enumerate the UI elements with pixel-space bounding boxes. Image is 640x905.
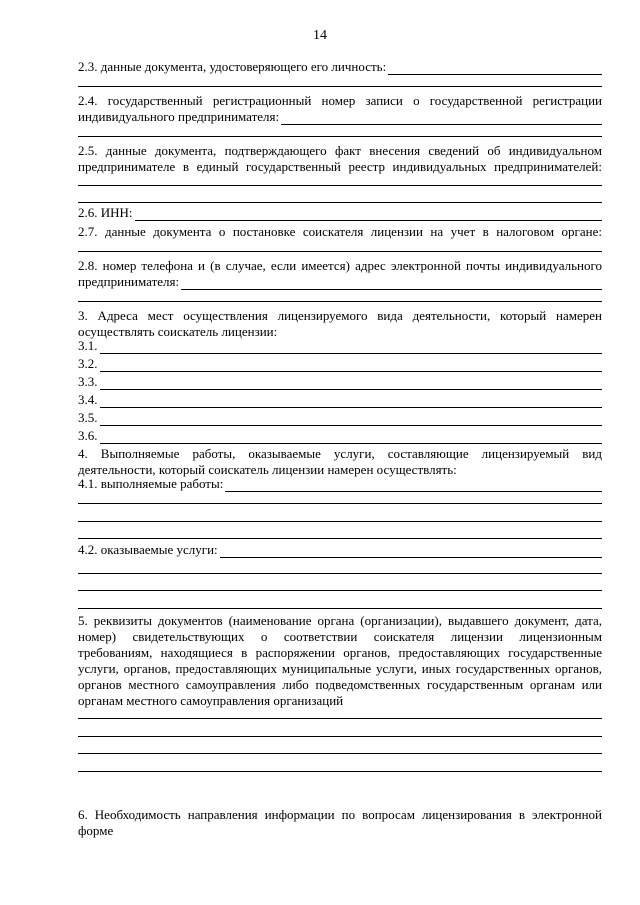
page-number: 14 bbox=[313, 28, 327, 43]
field-2-4 bbox=[78, 109, 602, 125]
section-6-text: 6. Необходимость направления информации по вопросам лицензирования в электронной bbox=[78, 807, 602, 822]
blank-line[interactable] bbox=[78, 771, 602, 772]
blank-line[interactable] bbox=[78, 590, 602, 591]
blank-line[interactable] bbox=[78, 503, 602, 504]
section-4-text: 4. Выполняемые работы, оказываемые услуги, составляющие лицензируемый вид bbox=[78, 446, 602, 461]
address-line[interactable] bbox=[100, 377, 603, 390]
field-2-8-text: 2.8. номер телефона и (в случае, если имеется) адрес электронной почты индивидуального bbox=[78, 258, 602, 273]
field-2-3-label: 2.3. данные документа, удостоверяющего его личность: bbox=[78, 59, 387, 74]
section-5-text-3: требованиям, находящиеся в распоряжении органов, предоставляющих государственные bbox=[78, 645, 602, 660]
field-4-1-label: 4.1. выполняемые работы: bbox=[78, 476, 224, 491]
blank-line[interactable] bbox=[78, 136, 602, 137]
blank-line[interactable] bbox=[78, 202, 602, 203]
blank-line[interactable] bbox=[78, 718, 602, 719]
field-2-4-line[interactable] bbox=[281, 112, 602, 125]
address-label: 3.5. bbox=[78, 410, 98, 425]
field-2-5-text: 2.5. данные документа, подтверждающего факт внесения сведений об индивидуальном bbox=[78, 143, 602, 158]
field-4-1-line[interactable] bbox=[225, 479, 602, 492]
field-2-3 bbox=[78, 59, 602, 75]
blank-line[interactable] bbox=[78, 185, 602, 186]
address-3-1 bbox=[78, 338, 602, 354]
address-3-5 bbox=[78, 410, 602, 426]
address-line[interactable] bbox=[100, 341, 603, 354]
field-2-6-line[interactable] bbox=[135, 208, 602, 221]
section-5-text-2: номер) свидетельствующих о соответствии соискателя лицензии лицензионным bbox=[78, 629, 602, 644]
section-4-text-2: деятельности, который соискатель лицензии намерен осуществлять: bbox=[78, 462, 457, 477]
field-2-5-text-2: предпринимателе в единый государственный реестр индивидуальных предпринимателей: bbox=[78, 159, 602, 174]
section-5-text: 5. реквизиты документов (наименование органа (организации), выдавшего документ, дата, bbox=[78, 613, 602, 628]
field-2-6 bbox=[78, 205, 602, 221]
field-4-1 bbox=[78, 476, 602, 492]
address-line[interactable] bbox=[100, 359, 603, 372]
address-3-3 bbox=[78, 374, 602, 390]
blank-line[interactable] bbox=[78, 521, 602, 522]
field-2-7-text: 2.7. данные документа о постановке соискателя лицензии на учет в налоговом органе: bbox=[78, 224, 602, 239]
section-3-text-2: осуществлять соискатель лицензии: bbox=[78, 324, 278, 339]
section-5-text-4: услуги, органов, предоставляющих муниципальные услуги, иных государственных органов, bbox=[78, 661, 602, 676]
blank-line[interactable] bbox=[78, 86, 602, 87]
section-3-text: 3. Адреса мест осуществления лицензируемого вида деятельности, который намерен bbox=[78, 308, 602, 323]
blank-line[interactable] bbox=[78, 753, 602, 754]
field-4-2 bbox=[78, 542, 602, 558]
address-3-4 bbox=[78, 392, 602, 408]
address-line[interactable] bbox=[100, 395, 603, 408]
blank-line[interactable] bbox=[78, 301, 602, 302]
blank-line[interactable] bbox=[78, 608, 602, 609]
address-label: 3.3. bbox=[78, 374, 98, 389]
address-line[interactable] bbox=[100, 431, 603, 444]
address-line[interactable] bbox=[100, 413, 603, 426]
blank-line[interactable] bbox=[78, 736, 602, 737]
address-label: 3.4. bbox=[78, 392, 98, 407]
address-label: 3.1. bbox=[78, 338, 98, 353]
blank-line[interactable] bbox=[78, 573, 602, 574]
address-3-6 bbox=[78, 428, 602, 444]
field-4-2-line[interactable] bbox=[220, 545, 602, 558]
blank-line[interactable] bbox=[78, 538, 602, 539]
blank-line[interactable] bbox=[78, 251, 602, 252]
field-2-6-label: 2.6. ИНН: bbox=[78, 205, 133, 220]
section-5-text-5: органов местного самоуправления либо подведомственных государственным органам или bbox=[78, 677, 602, 692]
field-4-2-label: 4.2. оказываемые услуги: bbox=[78, 542, 218, 557]
section-6-text-2: форме bbox=[78, 823, 114, 838]
field-2-8 bbox=[78, 274, 602, 290]
address-label: 3.6. bbox=[78, 428, 98, 443]
field-2-4-text: 2.4. государственный регистрационный номер записи о государственной регистрации bbox=[78, 93, 602, 108]
field-2-3-line[interactable] bbox=[388, 62, 602, 75]
field-2-4-label: индивидуального предпринимателя: bbox=[78, 109, 280, 124]
field-2-8-line[interactable] bbox=[181, 277, 602, 290]
address-3-2 bbox=[78, 356, 602, 372]
address-label: 3.2. bbox=[78, 356, 98, 371]
section-5-text-6: органам местного самоуправления организаций bbox=[78, 693, 344, 708]
field-2-8-label: предпринимателя: bbox=[78, 274, 180, 289]
